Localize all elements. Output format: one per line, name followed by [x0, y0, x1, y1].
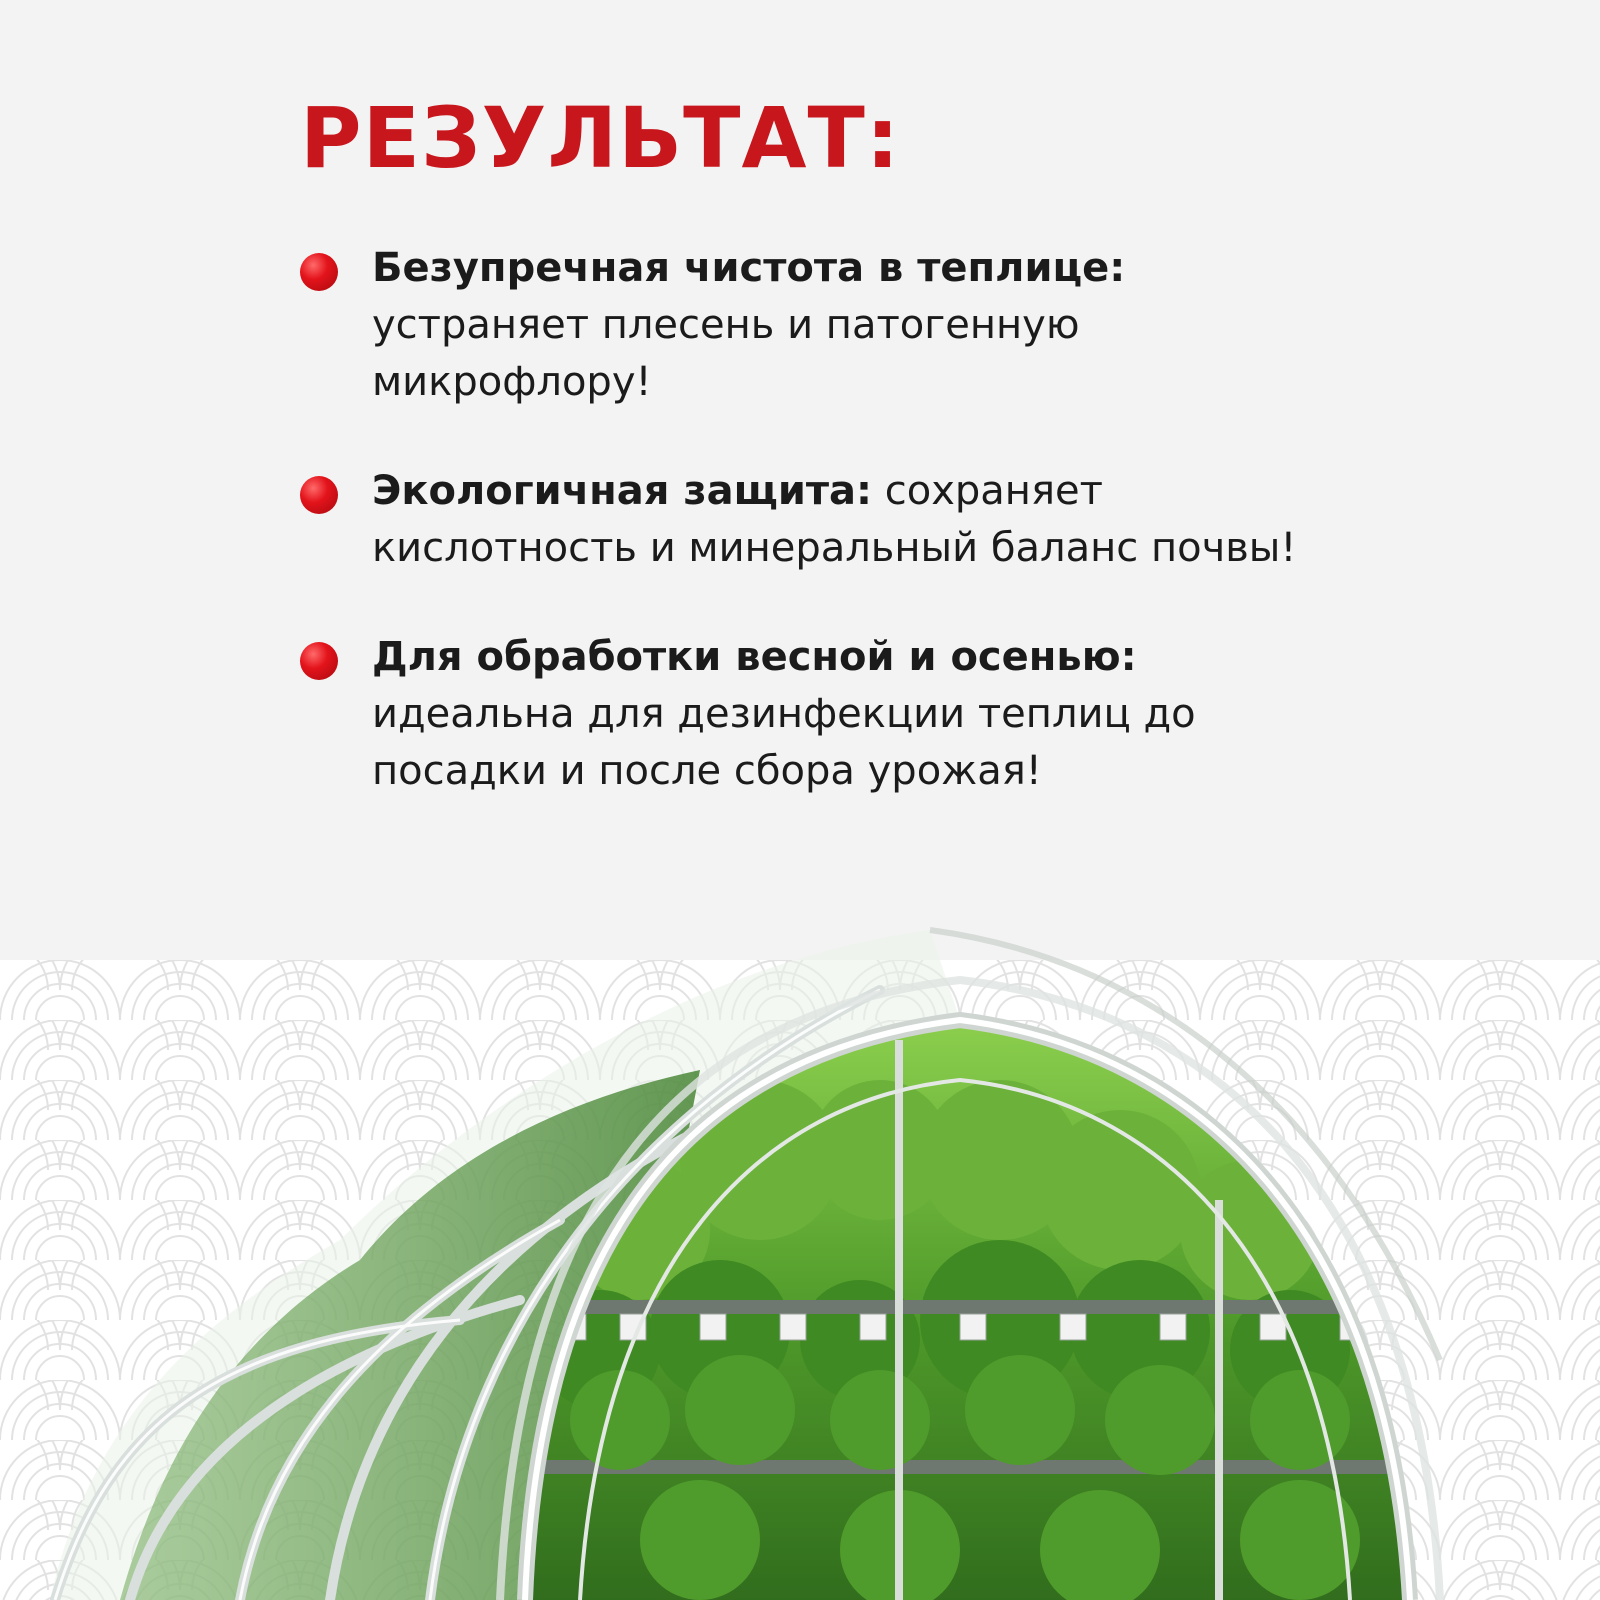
- item-heading: Экологичная защита:: [372, 468, 873, 514]
- list-item: [300, 629, 1320, 800]
- page-title: РЕЗУЛЬТАТ:: [300, 89, 901, 187]
- red-bullet-icon: [300, 253, 338, 291]
- red-bullet-icon: [300, 476, 338, 514]
- item-text: сохраняет кислотность и минеральный баланс почвы!: [372, 468, 1297, 571]
- list-item: [300, 463, 1320, 577]
- red-bullet-icon: [300, 642, 338, 680]
- benefits-list: [300, 240, 1320, 852]
- list-item: [300, 240, 1320, 411]
- item-heading: Для обработки весной и осенью:: [372, 634, 1137, 680]
- item-text: устраняет плесень и патогенную микрофлору!: [372, 302, 1080, 405]
- item-heading: Безупречная чистота в теплице:: [372, 245, 1126, 291]
- greenhouse-illustration: [0, 900, 1600, 1600]
- item-text: идеальна для дезинфекции теплиц до посадки и после сбора урожая!: [372, 691, 1196, 794]
